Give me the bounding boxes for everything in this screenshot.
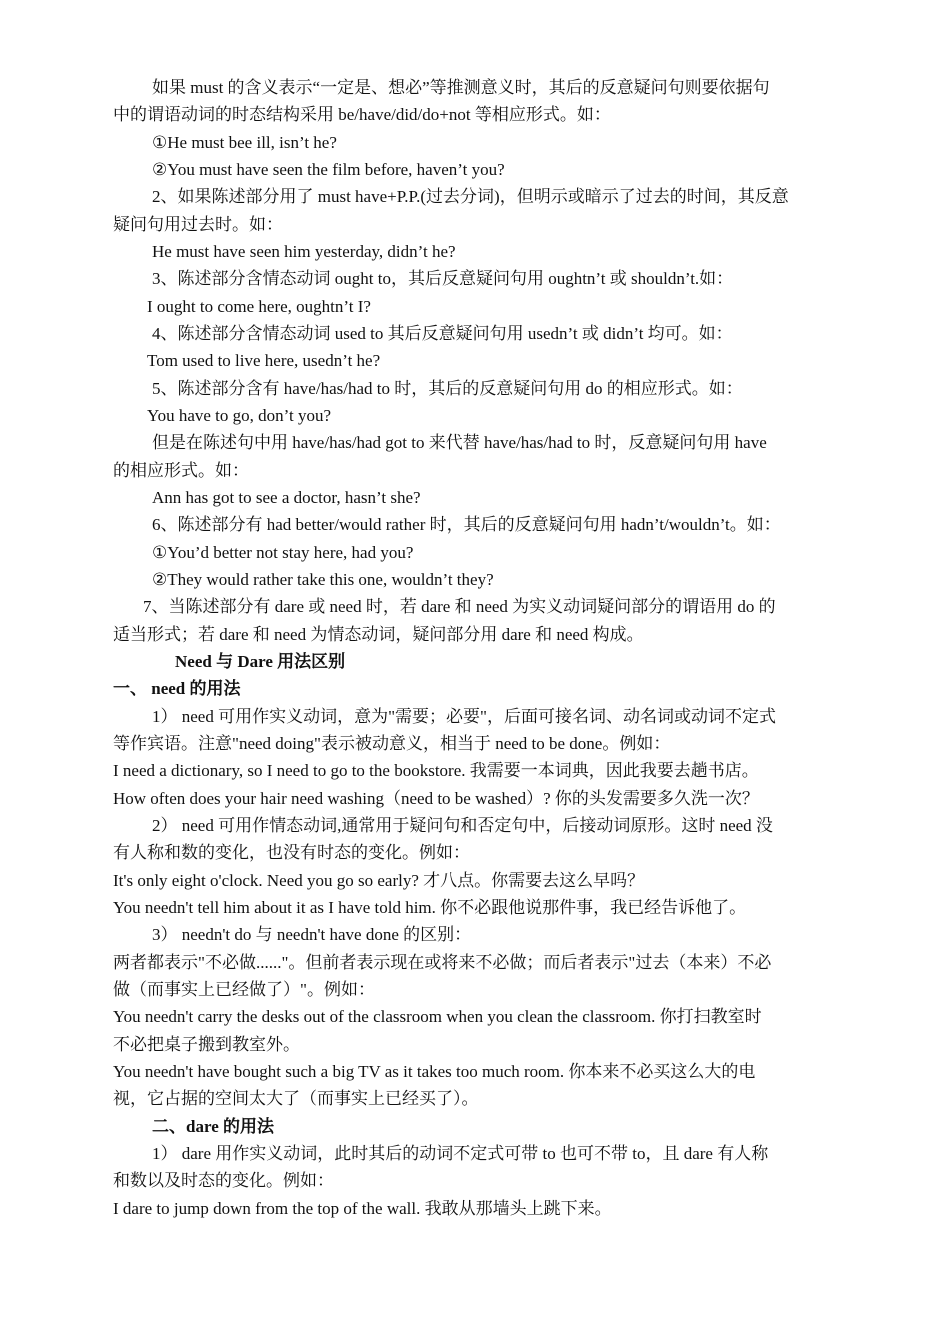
text-line: 和数以及时态的变化。例如： [113, 1171, 334, 1190]
text-line: 两者都表示"不必做......"。但前者表示现在或将来不必做；而后者表示"过去（本来）不必 [113, 953, 772, 972]
text-line: You have to go, don’t you? [147, 406, 332, 425]
text-line: 5、陈述部分含有 have/has/had to 时，其后的反意疑问句用 do 的相应形式。如： [152, 379, 743, 398]
text-line: You needn't tell him about it as I have told him. 你不必跟他说那件事，我已经告诉他了。 [113, 898, 747, 917]
text-line: You needn't carry the desks out of the classroom when you clean the classroom. 你打扫教室时 [113, 1007, 762, 1026]
text-line: I dare to jump down from the top of the wall. 我敢从那墙头上跳下来。 [113, 1199, 612, 1218]
text-line: 7、当陈述部分有 dare 或 need 时，若 dare 和 need 为实义动词疑问部分的谓语用 do 的 [143, 597, 776, 616]
text-line: 2） need 可用作情态动词,通常用于疑问句和否定句中，后接动词原形。这时 need 没 [152, 816, 773, 835]
text-line: How often does your hair need washing（need to be washed）? 你的头发需要多久洗一次？ [113, 789, 759, 808]
text-line: 3） needn't do 与 needn't have done 的区别： [152, 925, 472, 944]
text-line: 3、陈述部分含情态动词 ought to，其后反意疑问句用 oughtn’t 或 shouldn’t.如： [152, 269, 734, 288]
text-line: ②They would rather take this one, wouldn’t they? [152, 570, 494, 589]
text-line: 做（而事实上已经做了）"。例如： [113, 980, 375, 999]
text-line: ①He must bee ill, isn’t he? [152, 133, 337, 152]
text-line: 如果 must 的含义表示“一定是、想必”等推测意义时，其后的反意疑问句则要依据句 [152, 78, 770, 97]
text-line: It's only eight o'clock. Need you go so early? 才八点。你需要去这么早吗？ [113, 871, 645, 890]
section-heading: Need 与 Dare 用法区别 [175, 652, 346, 671]
text-line: 视，它占据的空间太大了（而事实上已经买了）。 [113, 1089, 479, 1108]
text-line: 1） dare 用作实义动词，此时其后的动词不定式可带 to 也可不带 to，且 dare 有人称 [152, 1144, 769, 1163]
text-line: 疑问句用过去时。如： [113, 215, 283, 234]
text-line: He must have seen him yesterday, didn’t he? [152, 242, 456, 261]
text-line: 不必把桌子搬到教室外。 [113, 1035, 300, 1054]
text-line: 等作宾语。注意"need doing"表示被动意义，相当于 need to be done。例如： [113, 734, 671, 753]
text-line: 1） need 可用作实义动词，意为"需要；必要"，后面可接名词、动名词或动词不定式 [152, 707, 776, 726]
text-line: 但是在陈述句中用 have/has/had got to 来代替 have/has/had to 时，反意疑问句用 have [152, 433, 767, 452]
text-line: 4、陈述部分含情态动词 used to 其后反意疑问句用 usedn’t 或 didn’t 均可。如： [152, 324, 733, 343]
text-line: Ann has got to see a doctor, hasn’t she? [152, 488, 421, 507]
text-line: I need a dictionary, so I need to go to the bookstore. 我需要一本词典，因此我要去趟书店。 [113, 761, 759, 780]
text-line: 6、陈述部分有 had better/would rather 时，其后的反意疑问句用 hadn’t/wouldn’t。如： [152, 515, 781, 534]
text-line: Tom used to live here, usedn’t he? [147, 351, 381, 370]
text-line: You needn't have bought such a big TV as it takes too much room. 你本来不必买这么大的电 [113, 1062, 756, 1081]
text-line: I ought to come here, oughtn’t I? [147, 297, 371, 316]
text-line: 适当形式；若 dare 和 need 为情态动词，疑问部分用 dare 和 need 构成。 [113, 625, 644, 644]
section-heading: 二、dare 的用法 [152, 1117, 274, 1136]
text-line: ①You’d better not stay here, had you? [152, 543, 414, 562]
text-line: 有人称和数的变化，也没有时态的变化。例如： [113, 843, 470, 862]
text-line: 的相应形式。如： [113, 461, 249, 480]
text-line: ②You must have seen the film before, haven’t you? [152, 160, 505, 179]
text-line: 中的谓语动词的时态结构采用 be/have/did/do+not 等相应形式。如： [113, 105, 611, 124]
section-heading: 一、 need 的用法 [113, 679, 241, 698]
text-line: 2、如果陈述部分用了 must have+P.P.(过去分词)，但明示或暗示了过去的时间，其反意 [152, 187, 789, 206]
